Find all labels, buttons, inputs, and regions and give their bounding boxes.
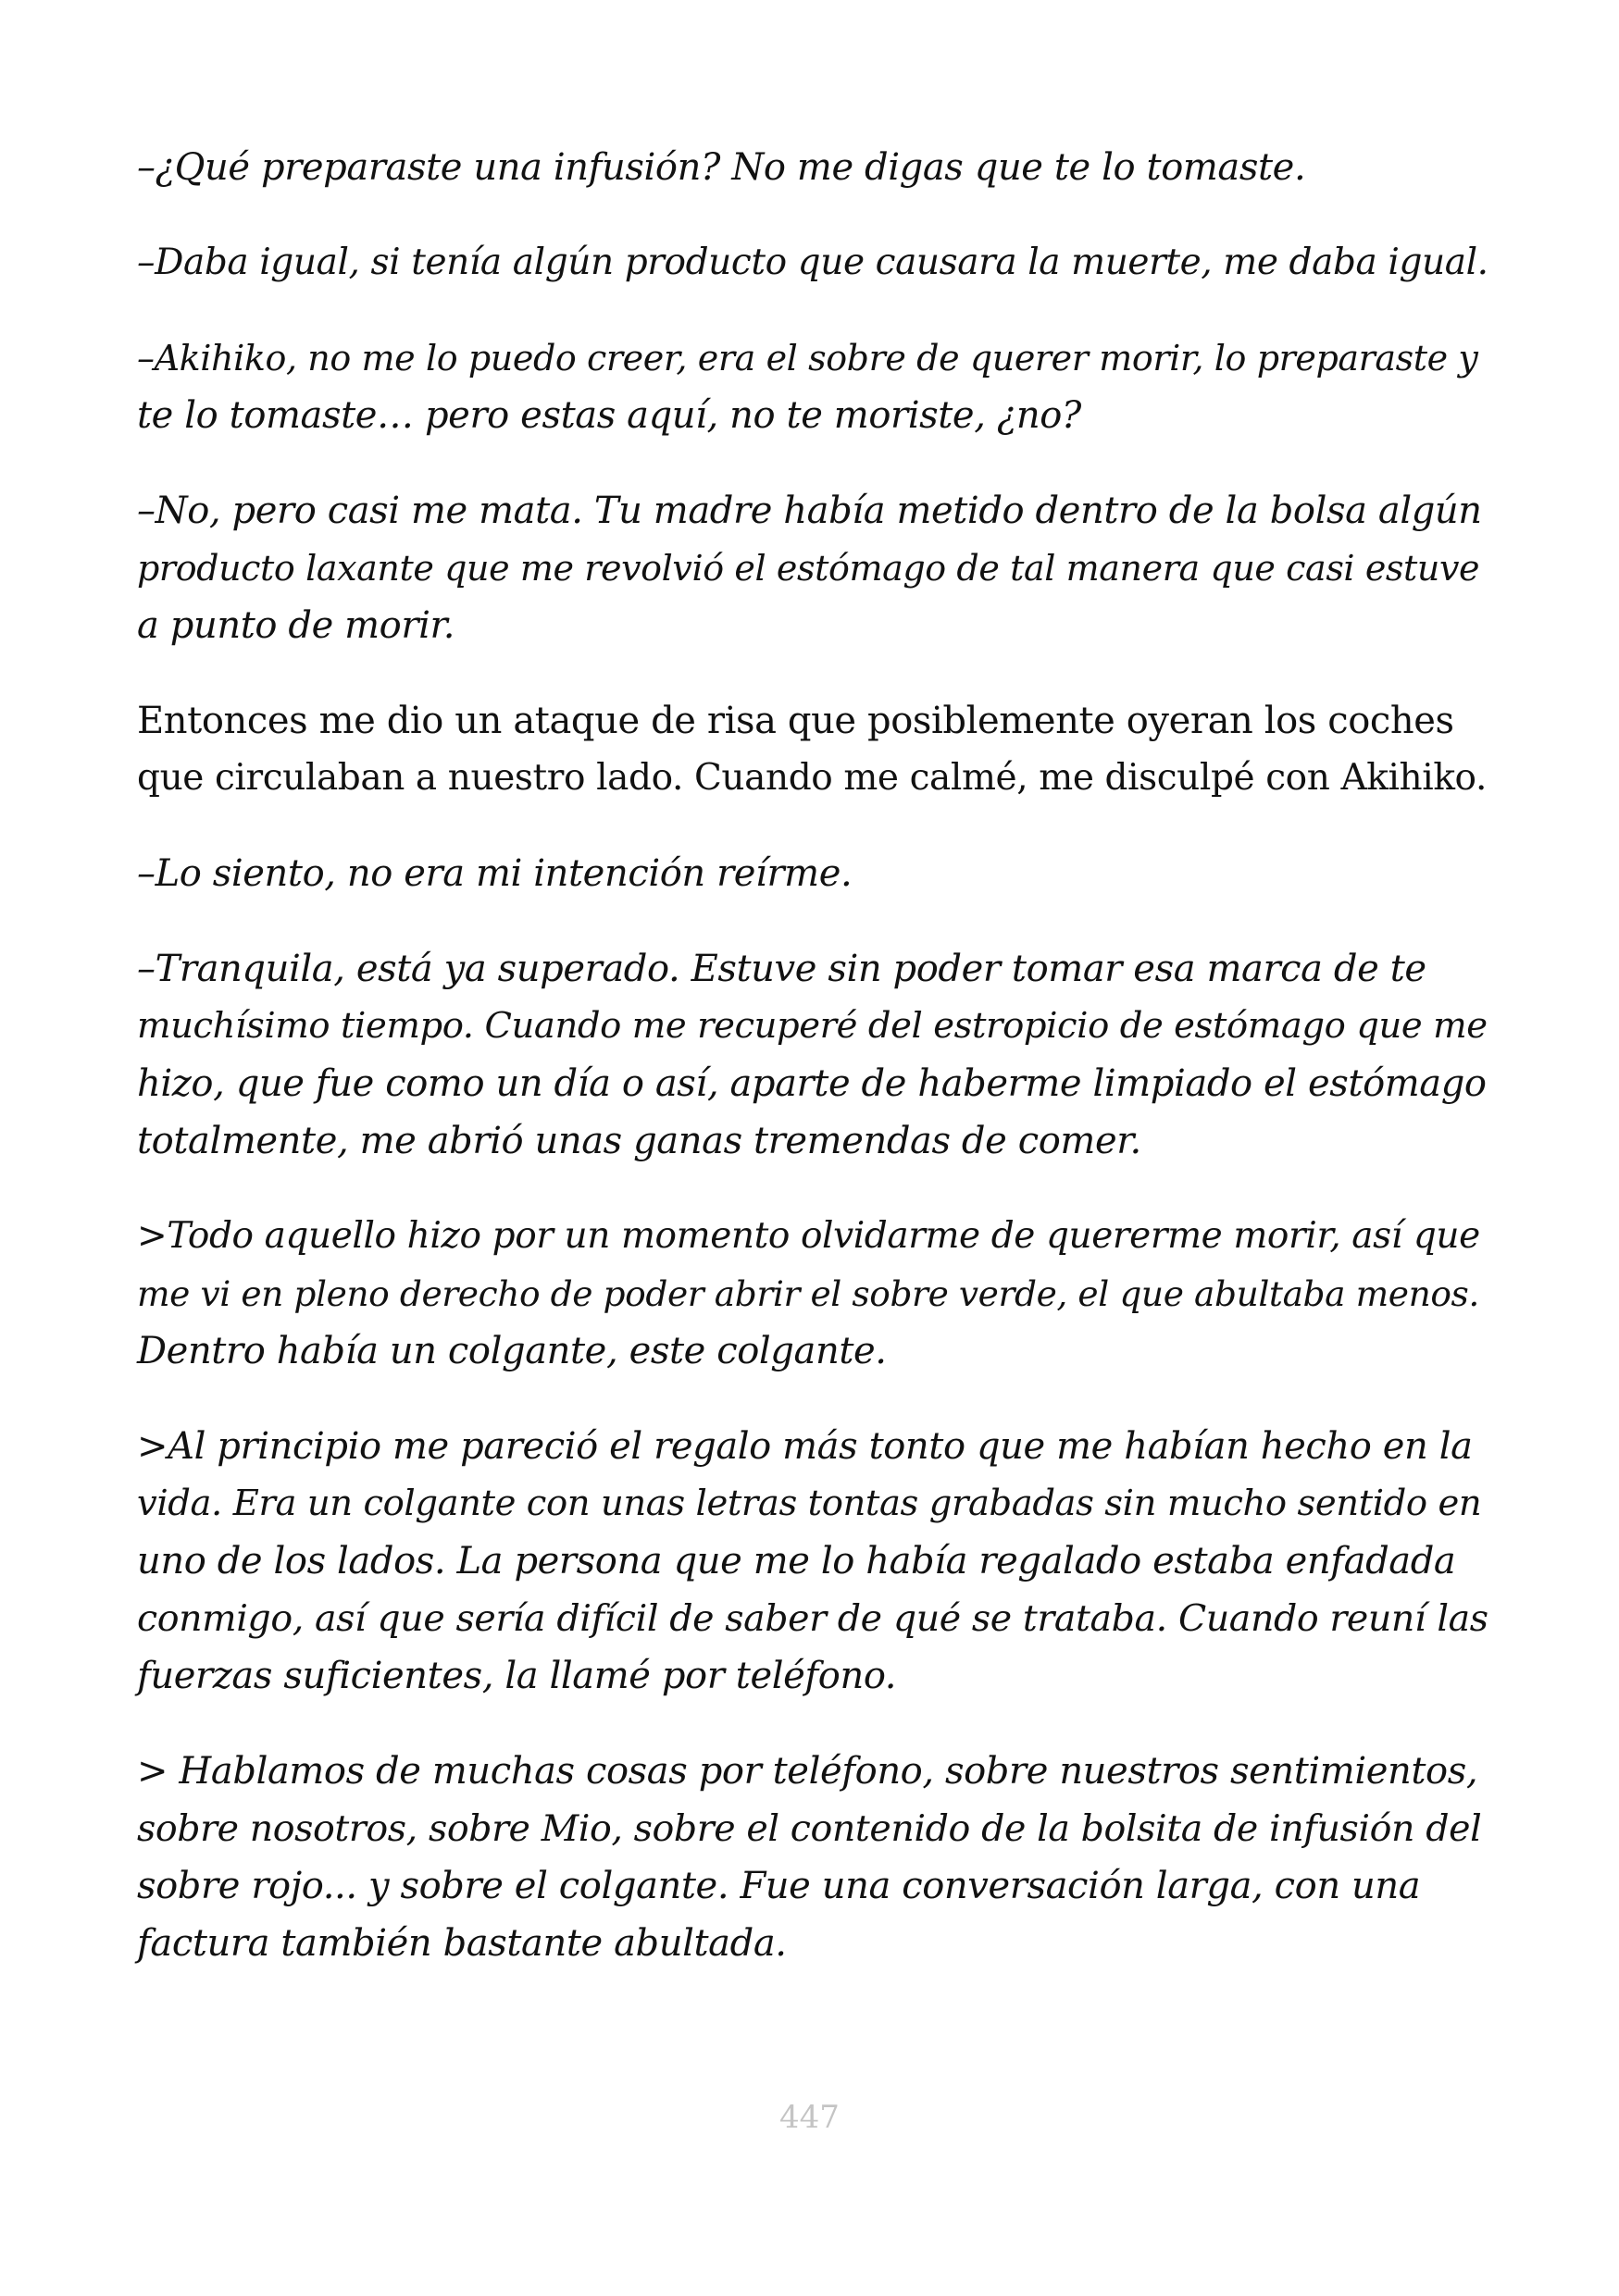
text-line: fuerzas suficientes, la llamé por teléfono. bbox=[137, 1655, 897, 1697]
text-line: Dentro había un colgante, este colgante. bbox=[137, 1330, 887, 1372]
text-line: totalmente, me abrió unas ganas tremendas de comer. bbox=[137, 1120, 1141, 1162]
text-line: –Daba igual, si tenía algún producto que causara la muerte, me daba igual. bbox=[137, 242, 1488, 283]
text-line: te lo tomaste… pero estas aquí, no te moriste, ¿no? bbox=[137, 394, 1081, 437]
paragraph bbox=[137, 329, 1488, 444]
text-line: uno de los lados. La persona que me lo había regalado estaba enfadada bbox=[137, 1540, 1456, 1582]
paragraph bbox=[137, 1208, 1488, 1380]
text-line: me vi en pleno derecho de poder abrir el sobre verde, el que abultaba menos. bbox=[137, 1273, 1479, 1314]
text-line: Entonces me dio un ataque de risa que posiblemente oyeran los coches bbox=[137, 700, 1454, 742]
page-number: 447 bbox=[779, 2099, 840, 2136]
paragraph bbox=[137, 940, 1488, 1170]
page-body-text bbox=[137, 139, 1488, 2010]
text-line: –Lo siento, no era mi intención reírme. bbox=[137, 852, 853, 895]
text-line: –Akihiko, no me lo puedo creer, era el sobre de querer morir, lo preparaste y bbox=[137, 338, 1478, 379]
text-line: producto laxante que me revolvió el estómago de tal manera que casi estuve bbox=[137, 548, 1480, 589]
paragraph bbox=[137, 234, 1488, 292]
text-line: que circulaban a nuestro lado. Cuando me calmé, me disculpé con Akihiko. bbox=[137, 757, 1487, 799]
text-line: –No, pero casi me mata. Tu madre había metido dentro de la bolsa algún bbox=[137, 490, 1482, 532]
paragraph bbox=[137, 1418, 1488, 1705]
text-line: a punto de morir. bbox=[137, 604, 455, 647]
paragraph bbox=[137, 482, 1488, 654]
paragraph bbox=[137, 692, 1488, 807]
paragraph bbox=[137, 845, 1488, 902]
text-line: muchísimo tiempo. Cuando me recuperé del estropicio de estómago que me bbox=[137, 1005, 1488, 1047]
text-line: >Al principio me pareció el regalo más tonto que me habían hecho en la bbox=[137, 1425, 1473, 1468]
text-line: >Todo aquello hizo por un momento olvidarme de quererme morir, así que bbox=[137, 1215, 1480, 1257]
text-line: sobre nosotros, sobre Mio, sobre el contenido de la bolsita de infusión del bbox=[137, 1807, 1482, 1850]
text-line: –¿Qué preparaste una infusión? No me digas que te lo tomaste. bbox=[137, 146, 1306, 189]
text-line: conmigo, así que sería difícil de saber de qué se trataba. Cuando reuní las bbox=[137, 1597, 1488, 1640]
paragraph bbox=[137, 139, 1488, 196]
text-line: hizo, que fue como un día o así, aparte de haberme limpiado el estómago bbox=[137, 1062, 1487, 1105]
text-line: vida. Era un colgante con unas letras tontas grabadas sin mucho sentido en bbox=[137, 1483, 1482, 1524]
text-line: > Hablamos de muchas cosas por teléfono, sobre nuestros sentimientos, bbox=[137, 1750, 1478, 1793]
text-line: sobre rojo... y sobre el colgante. Fue una conversación larga, con una bbox=[137, 1865, 1421, 1907]
paragraph bbox=[137, 1743, 1488, 1972]
text-line: –Tranquila, está ya superado. Estuve sin poder tomar esa marca de te bbox=[137, 948, 1426, 990]
text-line: factura también bastante abultada. bbox=[137, 1922, 787, 1965]
